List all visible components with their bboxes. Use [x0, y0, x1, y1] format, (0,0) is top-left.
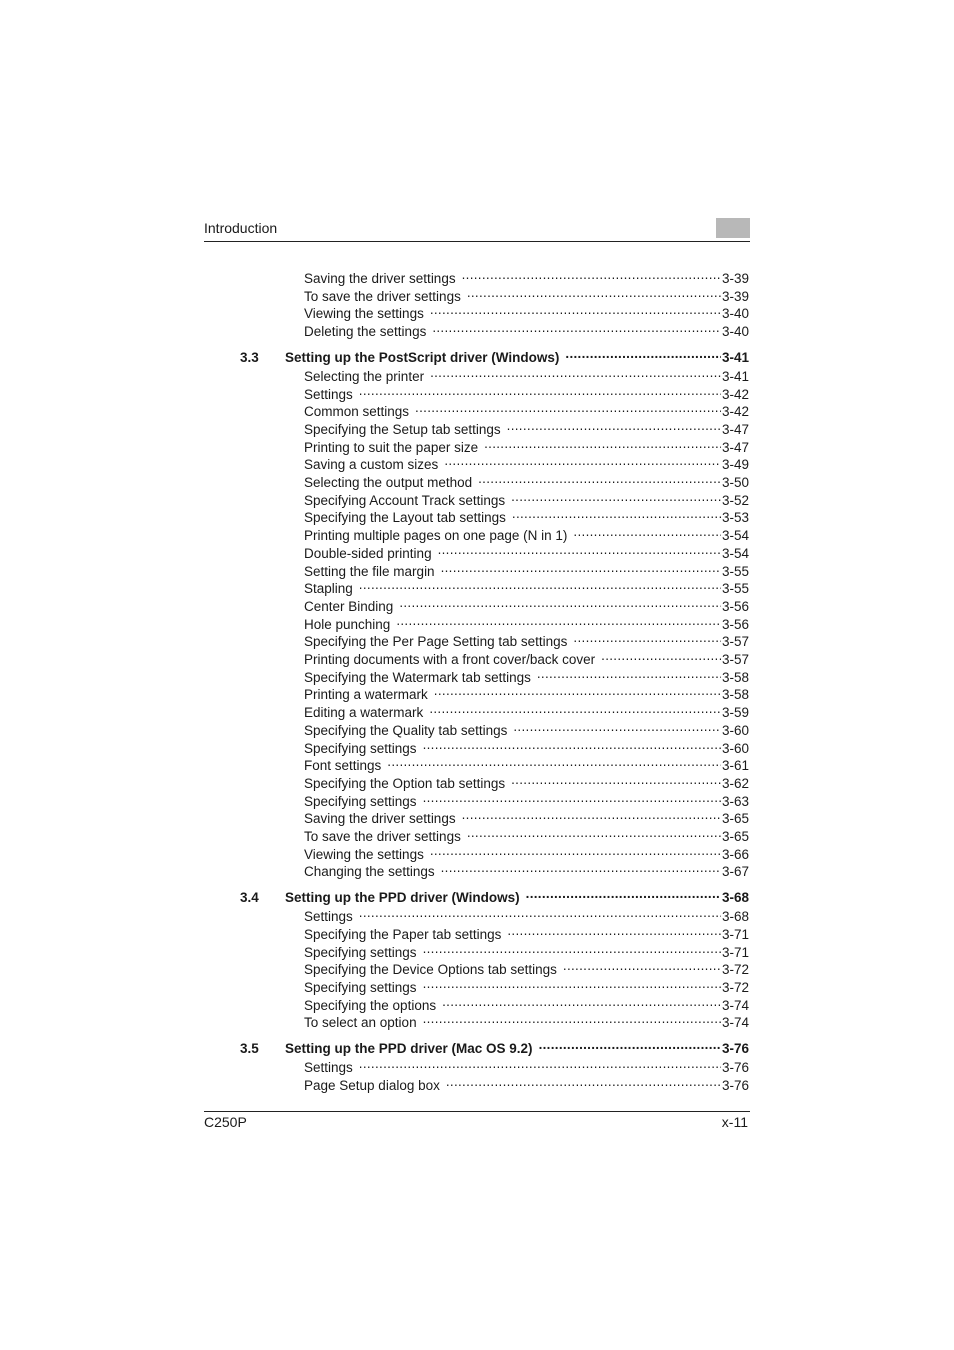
- toc-page-number: 3-53: [721, 510, 749, 526]
- toc-page-number: 3-76: [721, 1060, 749, 1075]
- toc-dot-leader: [462, 266, 721, 283]
- toc-section-entry: [240, 885, 749, 906]
- toc-entry-title: Setting up the PPD driver (Mac OS 9.2): [285, 1041, 533, 1056]
- toc-entry: [304, 470, 749, 490]
- toc-dot-leader: [399, 594, 721, 611]
- toc-section-entry: [240, 1036, 749, 1056]
- toc-page-number: 3-39: [721, 271, 749, 286]
- toc-entry: [304, 319, 749, 340]
- toc-entry: [304, 957, 749, 978]
- toc-page-number: 3-76: [721, 1077, 749, 1093]
- toc-entry: [304, 718, 749, 738]
- toc-entry: [304, 576, 749, 597]
- toc-entry: [304, 771, 749, 791]
- toc-entry-title: Specifying settings: [304, 944, 417, 960]
- toc-dot-leader: [359, 1055, 721, 1072]
- toc-entry-title: Printing to suit the paper size: [304, 439, 479, 455]
- toc-dot-leader: [430, 364, 721, 381]
- chapter-tab-marker: [716, 218, 750, 238]
- toc-entry-title: Printing multiple pages on one page (N in 1): [304, 528, 568, 544]
- toc-dot-leader: [467, 284, 721, 301]
- toc-dot-leader: [513, 718, 721, 735]
- toc-entry: [304, 665, 749, 685]
- toc-page-number: 3-65: [721, 829, 749, 844]
- footer-model-name: C250P: [204, 1114, 247, 1130]
- toc-dot-leader: [430, 301, 721, 318]
- toc-entry-title: To save the driver settings: [304, 829, 461, 844]
- toc-dot-leader: [573, 523, 721, 540]
- toc-entry-title: Specifying the Option tab settings: [304, 775, 506, 791]
- toc-dot-leader: [565, 345, 721, 362]
- toc-dot-leader: [387, 753, 721, 770]
- toc-page-number: 3-50: [721, 475, 749, 490]
- toc-page-number: 3-57: [721, 652, 749, 667]
- toc-entry: [304, 975, 749, 995]
- footer-page-number: x-11: [721, 1114, 748, 1130]
- toc-entry-title: Specifying settings: [304, 740, 417, 756]
- toc-entry-title: Saving the driver settings: [304, 271, 456, 286]
- toc-page-number: 3-41: [721, 368, 749, 384]
- toc-page-number: 3-60: [721, 722, 749, 738]
- toc-entry-title: Specifying the Setup tab settings: [304, 421, 501, 437]
- toc-entry-title: Setting the file margin: [304, 563, 435, 579]
- toc-dot-leader: [601, 647, 721, 664]
- toc-dot-leader: [423, 975, 721, 992]
- toc-page-number: 3-47: [721, 439, 749, 455]
- toc-entry-title: Settings: [304, 386, 353, 402]
- toc-entry: [304, 629, 749, 650]
- toc-page-number: 3-60: [721, 740, 749, 756]
- toc-entry: [304, 1010, 749, 1031]
- toc-entry: [304, 806, 749, 827]
- toc-entry-title: Hole punching: [304, 616, 391, 632]
- toc-entry-title: To select an option: [304, 1015, 417, 1031]
- toc-entry-title: Specifying the options: [304, 997, 437, 1013]
- toc-entry-title: Settings: [304, 909, 353, 925]
- toc-section-number: 3.4: [240, 890, 259, 906]
- toc-page-number: 3-39: [721, 288, 749, 304]
- toc-entry: [304, 364, 749, 384]
- toc-entry-title: Settings: [304, 1060, 353, 1075]
- toc-entry-title: Specifying the Quality tab settings: [304, 722, 508, 738]
- toc-entry: [304, 612, 749, 632]
- toc-entry-title: Selecting the printer: [304, 368, 425, 384]
- toc-entry-title: Stapling: [304, 581, 353, 597]
- toc-page-number: 3-56: [721, 616, 749, 632]
- toc-entry: [304, 922, 749, 942]
- toc-dot-leader: [511, 488, 721, 505]
- toc-page-number: 3-54: [721, 545, 749, 561]
- toc-entry-title: Setting up the PostScript driver (Windows): [285, 349, 560, 365]
- running-header-title: Introduction: [204, 220, 278, 236]
- toc-page-number: 3-41: [721, 349, 749, 365]
- toc-dot-leader: [441, 559, 721, 576]
- toc-dot-leader: [446, 1073, 721, 1090]
- toc-dot-leader: [484, 435, 721, 452]
- toc-entry-title: Changing the settings: [304, 864, 435, 880]
- toc-entry: [304, 452, 749, 473]
- toc-entry-title: Specifying settings: [304, 979, 417, 995]
- toc-entry-title: Selecting the output method: [304, 475, 473, 490]
- toc-entry-title: Saving the driver settings: [304, 811, 456, 827]
- toc-page-number: 3-52: [721, 492, 749, 508]
- toc-page-number: 3-71: [721, 944, 749, 960]
- toc-page-number: 3-74: [721, 1015, 749, 1031]
- toc-entry: [304, 266, 749, 286]
- toc-entry: [304, 399, 749, 420]
- toc-dot-leader: [432, 319, 721, 336]
- toc-page-number: 3-68: [721, 909, 749, 925]
- toc-entry: [304, 559, 749, 579]
- toc-section-number: 3.3: [240, 349, 259, 365]
- toc-entry: [304, 301, 749, 322]
- toc-entry-title: Font settings: [304, 758, 382, 774]
- header-divider: [204, 241, 750, 242]
- toc-entry-title: Viewing the settings: [304, 846, 424, 862]
- toc-entry: [304, 523, 749, 544]
- toc-entry: [304, 904, 749, 925]
- toc-page-number: 3-72: [721, 962, 749, 978]
- toc-entry: [304, 842, 749, 862]
- toc-section-number: 3.5: [240, 1041, 259, 1056]
- toc-page-number: 3-58: [721, 669, 749, 685]
- toc-page-number: 3-59: [721, 705, 749, 721]
- toc-entry: [304, 682, 749, 703]
- toc-dot-leader: [429, 700, 721, 717]
- toc-dot-leader: [467, 824, 721, 841]
- toc-page-number: 3-58: [721, 687, 749, 703]
- toc-page-number: 3-40: [721, 324, 749, 340]
- toc-section-entry: [240, 345, 749, 365]
- toc-entry: [304, 993, 749, 1013]
- toc-page-number: 3-47: [721, 421, 749, 437]
- toc-page-number: 3-42: [721, 404, 749, 420]
- toc-entry-title: Setting up the PPD driver (Windows): [285, 890, 520, 906]
- toc-dot-leader: [462, 806, 721, 823]
- toc-entry-title: Specifying the Per Page Setting tab settings: [304, 634, 568, 650]
- toc-entry: [304, 505, 749, 526]
- toc-dot-leader: [478, 470, 721, 487]
- toc-entry: [304, 1055, 749, 1075]
- toc-entry: [304, 753, 749, 774]
- toc-entry: [304, 594, 749, 614]
- toc-dot-leader: [444, 452, 721, 469]
- toc-page-number: 3-57: [721, 634, 749, 650]
- toc-dot-leader: [423, 940, 721, 957]
- toc-entry-title: Printing documents with a front cover/back cover: [304, 652, 596, 667]
- footer-divider: [204, 1111, 750, 1112]
- toc-dot-leader: [423, 789, 721, 806]
- toc-entry-title: To save the driver settings: [304, 288, 461, 304]
- toc-entry-title: Specifying the Device Options tab settings: [304, 962, 557, 978]
- toc-entry: [304, 541, 749, 561]
- toc-page-number: 3-71: [721, 926, 749, 942]
- toc-page-number: 3-40: [721, 306, 749, 322]
- toc-dot-leader: [512, 505, 721, 522]
- toc-dot-leader: [430, 842, 721, 859]
- toc-entry: [304, 859, 749, 880]
- toc-dot-leader: [507, 417, 721, 434]
- toc-page-number: 3-66: [721, 846, 749, 862]
- toc-entry: [304, 940, 749, 960]
- toc-dot-leader: [438, 541, 721, 558]
- toc-dot-leader: [441, 859, 721, 876]
- toc-entry-title: Viewing the settings: [304, 306, 424, 322]
- toc-dot-leader: [539, 1036, 721, 1053]
- toc-entry: [304, 1073, 749, 1093]
- toc-page-number: 3-76: [721, 1041, 749, 1056]
- toc-dot-leader: [359, 576, 721, 593]
- toc-dot-leader: [563, 957, 721, 974]
- toc-dot-leader: [415, 399, 721, 416]
- toc-entry: [304, 284, 749, 304]
- toc-entry-title: Page Setup dialog box: [304, 1077, 440, 1093]
- toc-dot-leader: [423, 1010, 721, 1027]
- toc-dot-leader: [526, 885, 721, 902]
- toc-entry-title: Deleting the settings: [304, 324, 427, 340]
- toc-entry-title: Specifying the Layout tab settings: [304, 510, 506, 526]
- toc-page-number: 3-72: [721, 979, 749, 995]
- toc-entry-title: Specifying Account Track settings: [304, 492, 506, 508]
- toc-entry: [304, 647, 749, 667]
- toc-dot-leader: [359, 382, 721, 399]
- toc-page-number: 3-42: [721, 386, 749, 402]
- toc-page-number: 3-67: [721, 864, 749, 880]
- toc-page-number: 3-63: [721, 793, 749, 809]
- toc-dot-leader: [396, 612, 721, 629]
- toc-dot-leader: [434, 682, 721, 699]
- toc-page-number: 3-55: [721, 563, 749, 579]
- toc-entry: [304, 382, 749, 402]
- toc-entry-title: Center Binding: [304, 598, 394, 614]
- toc-dot-leader: [507, 922, 721, 939]
- toc-page-number: 3-68: [721, 890, 749, 906]
- toc-dot-leader: [359, 904, 721, 921]
- toc-entry: [304, 488, 749, 508]
- toc-page-number: 3-74: [721, 997, 749, 1013]
- toc-entry: [304, 417, 749, 437]
- toc-page-number: 3-55: [721, 581, 749, 597]
- toc-page-number: 3-56: [721, 598, 749, 614]
- toc-entry: [304, 435, 749, 455]
- toc-entry-title: Specifying settings: [304, 793, 417, 809]
- toc-dot-leader: [573, 629, 721, 646]
- toc-entry: [304, 700, 749, 721]
- toc-page-number: 3-49: [721, 457, 749, 473]
- toc-dot-leader: [537, 665, 721, 682]
- toc-entry: [304, 824, 749, 844]
- toc-dot-leader: [423, 736, 721, 753]
- toc-entry-title: Double-sided printing: [304, 545, 432, 561]
- toc-entry-title: Printing a watermark: [304, 687, 428, 703]
- toc-page-number: 3-54: [721, 528, 749, 544]
- toc-dot-leader: [511, 771, 721, 788]
- toc-dot-leader: [442, 993, 721, 1010]
- toc-entry: [304, 789, 749, 809]
- toc-page-number: 3-62: [721, 775, 749, 791]
- toc-page-number: 3-61: [721, 758, 749, 774]
- toc-entry-title: Saving a custom sizes: [304, 457, 439, 473]
- toc-entry-title: Editing a watermark: [304, 705, 424, 721]
- toc-entry-title: Common settings: [304, 404, 410, 420]
- toc-entry-title: Specifying the Watermark tab settings: [304, 669, 531, 685]
- toc-entry: [304, 736, 749, 756]
- toc-entry-title: Specifying the Paper tab settings: [304, 926, 502, 942]
- toc-page-number: 3-65: [721, 811, 749, 827]
